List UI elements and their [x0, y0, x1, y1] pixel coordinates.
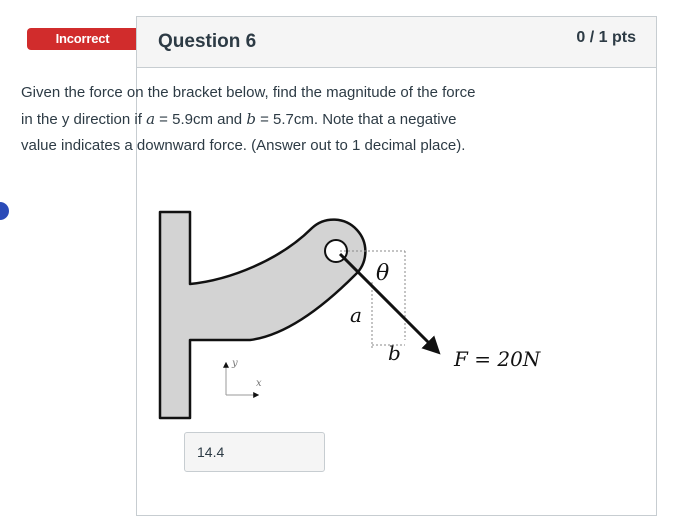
question-text-intro: Given the force on the bracket below, find the magnitude of the force in the y direction if — [21, 84, 476, 128]
answer-input[interactable]: 14.4 — [184, 432, 325, 472]
label-b: b — [388, 341, 401, 365]
label-theta: θ — [376, 261, 390, 286]
axis-label-y: y — [232, 358, 238, 369]
question-points: 0 / 1 pts — [576, 29, 636, 46]
incorrect-badge: Incorrect — [27, 28, 138, 50]
var-a: a — [146, 110, 156, 128]
question-text — [21, 80, 491, 159]
label-force: F = 20N — [454, 347, 541, 371]
axis-label-x: x — [256, 378, 262, 389]
edge-indicator-dot — [0, 202, 9, 220]
question-text-eq-a: = 5.9cm and — [155, 111, 247, 128]
question-text-eq-b: = 5.7cm. Note that a negative value indicates a downward force. (Answer out to 1 decimal place). — [21, 111, 466, 154]
bracket-diagram — [150, 200, 570, 430]
question-header — [137, 17, 656, 68]
label-a: a — [350, 303, 362, 327]
var-b: b — [246, 110, 256, 128]
question-title: Question 6 — [158, 31, 257, 52]
axis-indicator — [226, 363, 258, 395]
